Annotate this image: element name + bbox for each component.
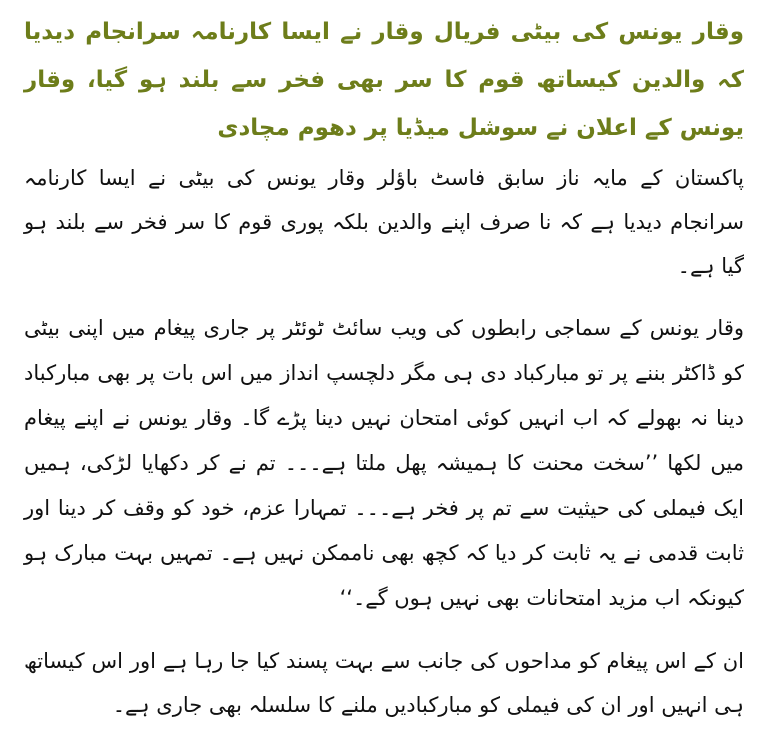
paragraph-quote: وقار یونس کے سماجی رابطوں کی ویب سائٹ ٹوئٹر پر جاری پیغام میں اپنی بیٹی کو ڈاکٹر بننے پر تو مبارکباد دی ہی مگر دلچسپ انداز میں اس بات پر بھی مبارکباد دینا نہ بھولے کہ اب انہیں کوئی امتحان نہیں دینا پڑے گا۔ وقار یونس نے اپنے پیغام میں لکھا ’’سخت محنت کا ہمیشہ پھل ملتا ہے۔۔۔ تم نے کر دکھایا لڑکی، ہمیں ایک فیملی کی حیثیت سے تم پر فخر ہے۔۔۔ تمہارا عزم، خود کو وقف کر دینا اور ثابت قدمی نے یہ ثابت کر دیا کہ کچھ بھی ناممکن نہیں ہے۔ تمہیں بہت مبارک ہو کیونکہ اب مزید امتحانات بھی نہیں ہوں گے۔‘‘ [24,316,744,610]
paragraph-reaction: ان کے اس پیغام کو مداحوں کی جانب سے بہت پسند کیا جا رہا ہے اور اس کیساتھ ہی انہیں اور ان کی فیملی کو مبارکبادیں ملنے کا سلسلہ بھی جاری ہے۔ [24,649,744,717]
article-headline: وقار یونس کی بیٹی فریال وقار نے ایسا کارنامہ سرانجام دیدیا کہ والدین کیساتھ قوم کا سر بھی فخر سے بلند ہو گیا، وقار یونس کے اعلان نے سوشل میڈیا پر دھوم مچادی [24,19,744,141]
paragraph-intro: پاکستان کے مایہ ناز سابق فاسٹ باؤلر وقار یونس کی بیٹی نے ایسا کارنامہ سرانجام دیدیا ہے کہ نا صرف اپنے والدین بلکہ پوری قوم کا سر فخر سے بلند ہو گیا ہے۔ [24,166,744,278]
article [24,8,744,745]
